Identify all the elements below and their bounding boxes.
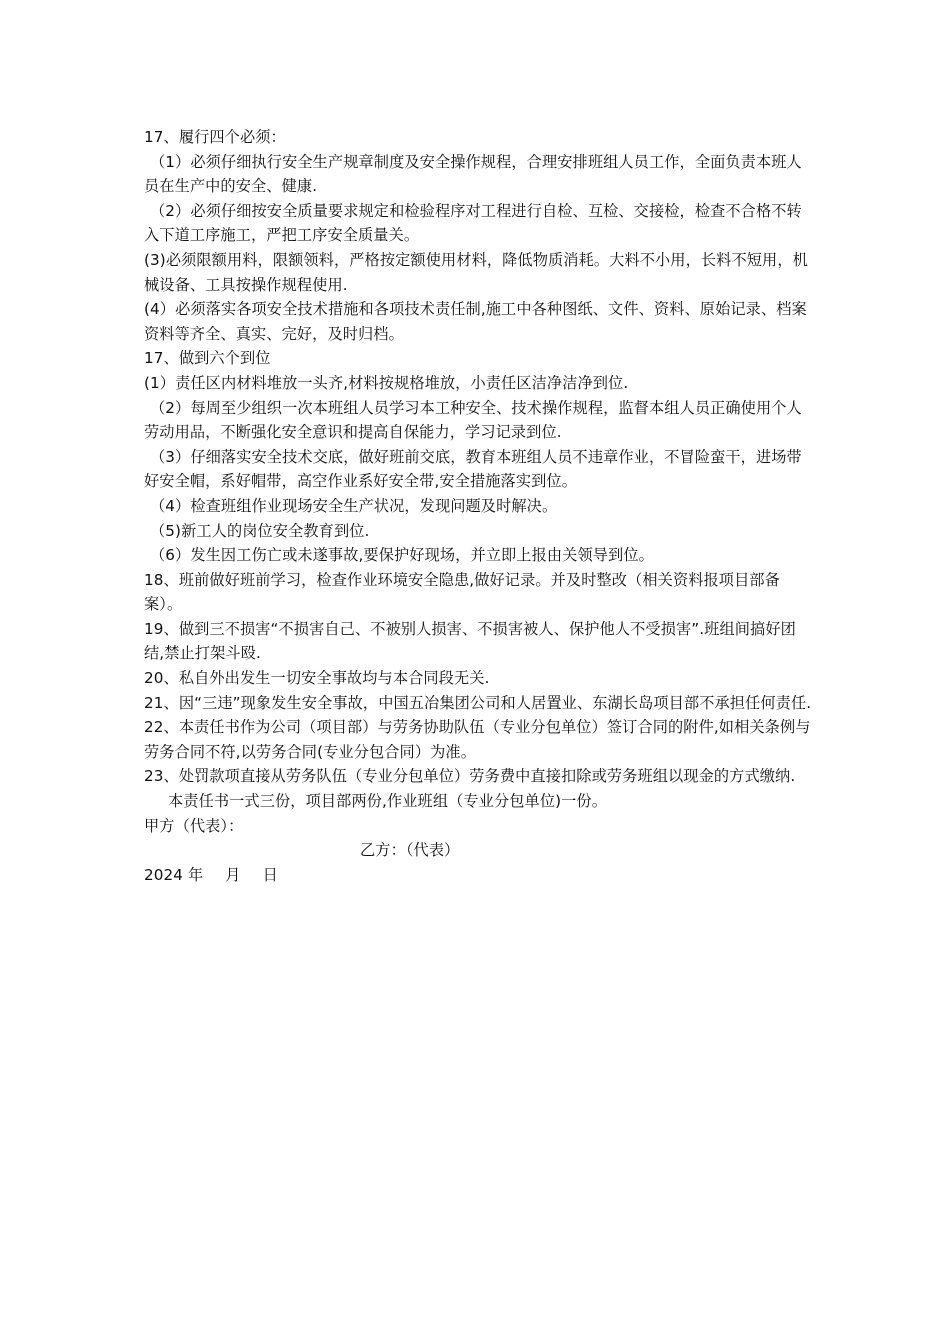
date-day: 日 bbox=[262, 865, 278, 884]
party-a-signature-label: 甲方（代表）： bbox=[144, 816, 244, 835]
paragraph-must-1: （1）必须仔细执行安全生产规章制度及安全操作规程，合理安排班组人员工作，全面负责本班人员在生产中的安全、健康. bbox=[144, 152, 802, 196]
closing-statement: 本责任书一式三份，项目部两份,作业班组（专业分包单位)一份。 bbox=[168, 792, 608, 811]
paragraph-17-six-in-place: 17、做到六个到位 bbox=[144, 349, 271, 368]
paragraph-must-4: (4）必须落实各项安全技术措施和各项技术责任制,施工中各种图纸、文件、资料、原始记录、档案资料等齐全、真实、完好，及时归档。 bbox=[144, 300, 807, 343]
paragraph-18: 18、班前做好班前学习，检查作业环境安全隐患,做好记录。并及时整改（相关资料报项目部备案）。 bbox=[144, 570, 780, 614]
paragraph-place-4: （4）检查班组作业现场安全生产状况，发现问题及时解决。 bbox=[150, 496, 558, 515]
paragraph-21: 21、因“三违”现象发生安全事故，中国五冶集团公司和人居置业、东湖长岛项目部不承担任何责任. bbox=[144, 693, 812, 712]
paragraph-place-3: （3）仔细落实安全技术交底，做好班前交底，教育本班组人员不违章作业，不冒险蛮干，进场带好安全帽，系好帽带，高空作业系好安全带,安全措施落实到位。 bbox=[144, 447, 802, 491]
paragraph-23: 23、处罚款项直接从劳务队伍（专业分包单位）劳务费中直接扣除或劳务班组以现金的方式缴纳. bbox=[144, 767, 796, 786]
paragraph-place-5: （5)新工人的岗位安全教育到位. bbox=[150, 521, 370, 540]
paragraph-19: 19、做到三不损害“不损害自己、不被别人损害、不损害被人、保护他人不受损害”.班组间搞好团结,禁止打架斗殴. bbox=[144, 619, 796, 663]
date-year: 2024 年 bbox=[144, 865, 204, 884]
document-body bbox=[144, 125, 812, 887]
paragraph-17-four-musts: 17、履行四个必须： bbox=[144, 128, 286, 146]
paragraph-20: 20、私自外出发生一切安全事故均与本合同段无关. bbox=[144, 669, 490, 688]
party-b-signature-label: 乙方：（代表） bbox=[360, 841, 460, 860]
paragraph-place-2: （2）每周至少组织一次本班组人员学习本工种安全、技术操作规程，监督本组人员正确使用个人劳动用品，不断强化安全意识和提高自保能力，学习记录到位. bbox=[144, 398, 802, 442]
paragraph-place-1: (1）责任区内材料堆放一头齐,材料按规格堆放，小责任区洁净洁净到位. bbox=[144, 373, 629, 392]
paragraph-must-3: (3)必须限额用料，限额领料，严格按定额使用材料，降低物质消耗。大料不小用，长料不短用，机械设备、工具按操作规程使用. bbox=[144, 250, 808, 294]
paragraph-place-6: （6）发生因工伤亡或未遂事故,要保护好现场，并立即上报由关领导到位。 bbox=[150, 546, 654, 565]
paragraph-must-2: （2）必须仔细按安全质量要求规定和检验程序对工程进行自检、互检、交接检，检查不合格不转入下道工序施工，严把工序安全质量关。 bbox=[144, 201, 802, 245]
paragraph-22: 22、本责任书作为公司（项目部）与劳务协助队伍（专业分包单位）签订合同的附件,如相关条例与劳务合同不符,以劳务合同(专业分包合同）为准。 bbox=[144, 718, 811, 761]
signature-date bbox=[144, 863, 812, 888]
date-month: 月 bbox=[225, 865, 241, 884]
